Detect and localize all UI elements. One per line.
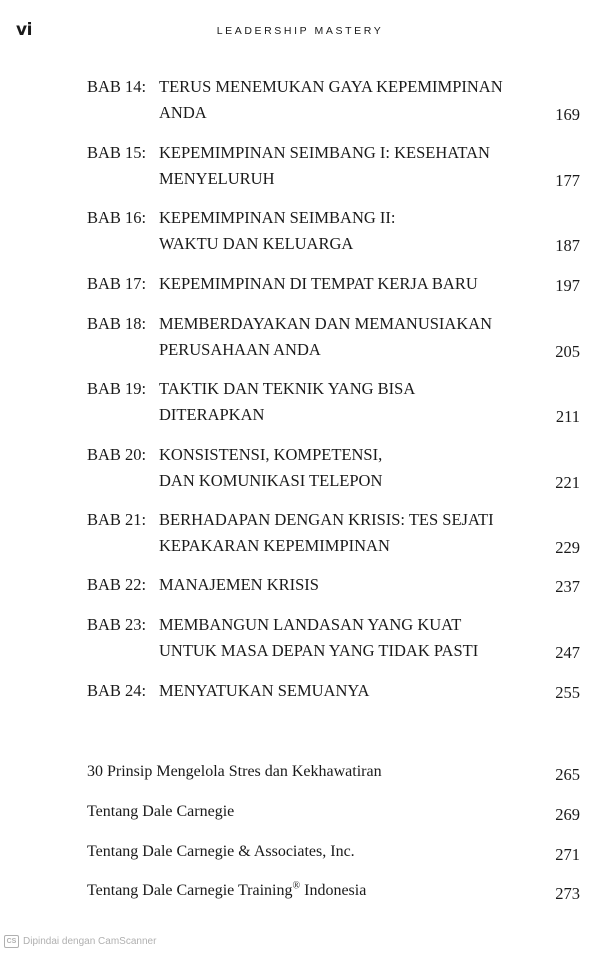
appendix-title: Tentang Dale Carnegie xyxy=(87,803,235,820)
chapter-label: BAB 20: xyxy=(87,445,147,464)
page-ref: 205 xyxy=(555,342,580,361)
chapter-title: BERHADAPAN DENGAN KRISIS: TES SEJATI KEPAKARAN KEPEMIMPINAN xyxy=(159,510,494,555)
scanner-text: Dipindai dengan CamScanner xyxy=(23,936,157,947)
page-ref: 177 xyxy=(555,171,580,190)
page-ref: 247 xyxy=(555,643,580,662)
toc-entry-tentang-dale-carnegie xyxy=(87,801,580,823)
page-ref: 269 xyxy=(555,805,580,824)
chapter-title: TAKTIK DAN TEKNIK YANG BISA DITERAPKAN xyxy=(159,379,416,424)
toc-entry-prinsip xyxy=(87,761,580,783)
chapter-title: MANAJEMEN KRISIS xyxy=(159,575,319,594)
page-ref: 271 xyxy=(555,845,580,864)
chapter-title: KEPEMIMPINAN DI TEMPAT KERJA BARU xyxy=(159,274,478,293)
appendix-title-main: Tentang Dale Carnegie Training xyxy=(87,882,293,899)
chapter-title: KEPEMIMPINAN SEIMBANG I: KESEHATAN MENYELURUH xyxy=(159,143,490,188)
page-ref: 229 xyxy=(555,538,580,557)
page-ref: 221 xyxy=(555,473,580,492)
chapter-title: KONSISTENSI, KOMPETENSI, DAN KOMUNIKASI TELEPON xyxy=(159,445,383,490)
chapter-label: BAB 23: xyxy=(87,615,147,634)
appendix-title: 30 Prinsip Mengelola Stres dan Kekhawatiran xyxy=(87,763,382,780)
chapter-label: BAB 17: xyxy=(87,274,147,293)
running-head: LEADERSHIP MASTERY xyxy=(216,25,384,37)
appendix-title-suffix: Indonesia xyxy=(300,882,367,899)
toc-entry-training-indonesia xyxy=(87,880,580,902)
toc-entry-associates xyxy=(87,841,580,863)
chapter-label: BAB 19: xyxy=(87,379,147,398)
chapter-label: BAB 22: xyxy=(87,575,147,594)
page-ref: 255 xyxy=(555,683,580,702)
appendix-title xyxy=(87,880,366,902)
page-number: vi xyxy=(16,20,32,40)
chapter-label: BAB 16: xyxy=(87,208,147,227)
chapter-label: BAB 21: xyxy=(87,510,147,529)
appendix-title: Tentang Dale Carnegie & Associates, Inc. xyxy=(87,843,355,860)
chapter-title: MEMBERDAYAKAN DAN MEMANUSIAKAN PERUSAHAAN ANDA xyxy=(159,314,493,359)
chapter-label: BAB 24: xyxy=(87,681,147,700)
chapter-label: BAB 15: xyxy=(87,143,147,162)
chapter-title: MENYATUKAN SEMUANYA xyxy=(159,681,370,700)
chapter-label: BAB 18: xyxy=(87,314,147,333)
page-ref: 169 xyxy=(555,105,580,124)
page-ref: 265 xyxy=(555,765,580,784)
scanner-watermark xyxy=(4,935,156,948)
chapter-label: BAB 14: xyxy=(87,77,147,96)
chapter-title: MEMBANGUN LANDASAN YANG KUAT UNTUK MASA DEPAN YANG TIDAK PASTI xyxy=(159,615,479,660)
camscanner-icon: CS xyxy=(4,935,19,948)
registered-mark: ® xyxy=(292,880,301,892)
page-ref: 187 xyxy=(555,236,580,255)
page-ref: 237 xyxy=(555,577,580,596)
page-ref: 197 xyxy=(555,276,580,295)
chapter-title: KEPEMIMPINAN SEIMBANG II: WAKTU DAN KELUARGA xyxy=(159,208,396,253)
page-ref: 211 xyxy=(555,407,580,426)
page-ref: 273 xyxy=(555,884,580,903)
chapter-title: TERUS MENEMUKAN GAYA KEPEMIMPINAN ANDA xyxy=(159,77,503,122)
